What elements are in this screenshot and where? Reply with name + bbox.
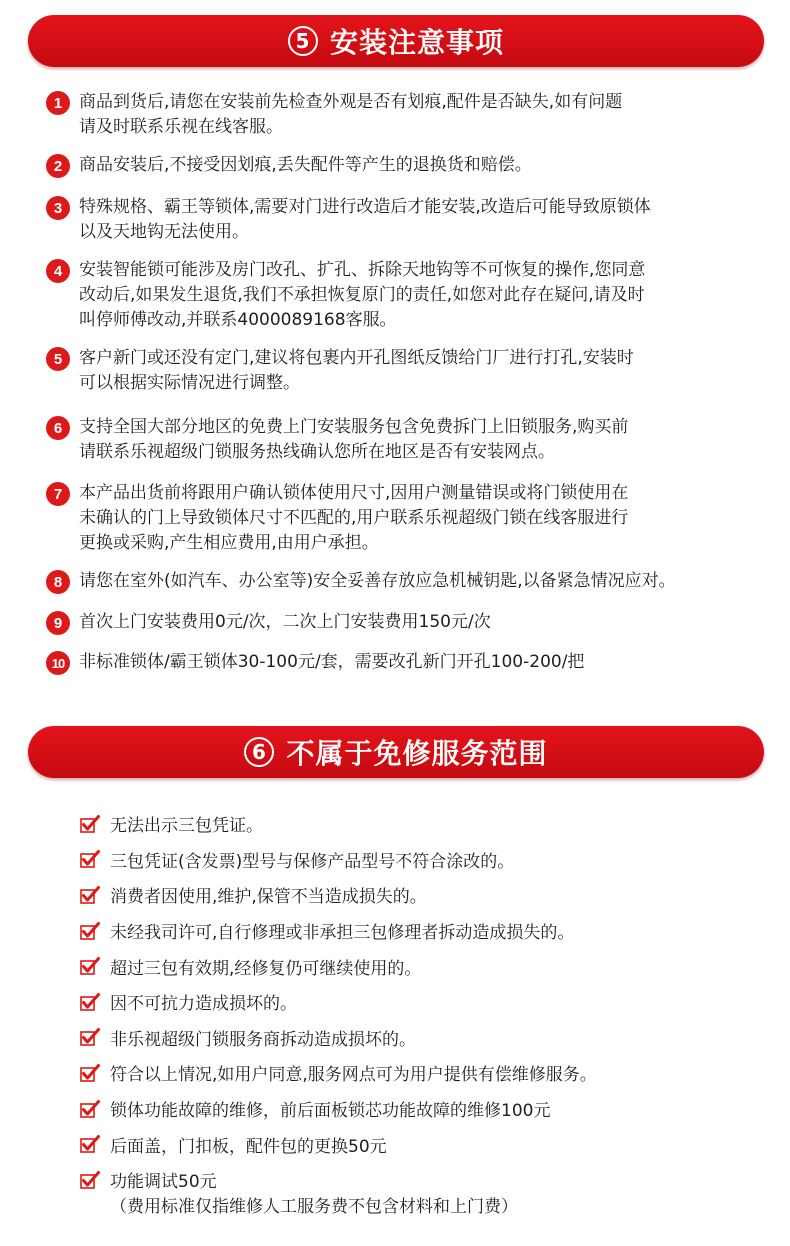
exclusion-text: 后面盖，门扣板，配件包的更换50元 bbox=[110, 1136, 387, 1157]
notice-text: 首次上门安装费用0元/次，二次上门安装费用150元/次 bbox=[79, 612, 491, 632]
notice-number-badge: 1 bbox=[46, 91, 70, 115]
exclusion-text: 功能调试50元 bbox=[110, 1172, 217, 1193]
notice-number-badge: 2 bbox=[46, 154, 70, 178]
exclusion-text: 非乐视超级门锁服务商拆动造成损坏的。 bbox=[110, 1029, 416, 1050]
notice-item bbox=[46, 569, 774, 594]
exclusion-item bbox=[80, 1126, 770, 1162]
checkmark-icon bbox=[80, 1063, 100, 1083]
notice-number-badge: 10 bbox=[46, 651, 70, 675]
notice-number-badge: 4 bbox=[46, 259, 70, 283]
exclusion-text: 消费者因使用,维护,保管不当造成损失的。 bbox=[110, 887, 427, 908]
notice-item bbox=[46, 650, 774, 675]
notice-text: 请您在室外(如汽车、办公室等)安全妥善存放应急机械钥匙,以备紧急情况应对。 bbox=[79, 571, 676, 591]
notice-number-badge: 8 bbox=[46, 570, 70, 594]
checkmark-icon bbox=[80, 849, 100, 869]
notice-number-badge: 3 bbox=[46, 196, 70, 220]
exclusion-text: 符合以上情况,如用户同意,服务网点可为用户提供有偿维修服务。 bbox=[110, 1065, 597, 1086]
exclusion-item bbox=[80, 984, 770, 1020]
notice-text: 商品到货后,请您在安装前先检查外观是否有划痕,配件是否缺失,如有问题 请及时联系乐视在线客服。 bbox=[79, 92, 623, 137]
notice-number-badge: 9 bbox=[46, 611, 70, 635]
notice-item bbox=[46, 415, 774, 465]
notice-text: 非标准锁体/霸王锁体30-100元/套，需要改孔新门开孔100-200/把 bbox=[79, 652, 585, 672]
notice-number-badge: 5 bbox=[46, 347, 70, 371]
exclusion-text: 锁体功能故障的维修，前后面板锁芯功能故障的维修100元 bbox=[110, 1101, 551, 1122]
notice-number-badge: 7 bbox=[46, 482, 70, 506]
notice-item bbox=[46, 153, 774, 178]
fee-footnote: （费用标准仅指维修人工服务费不包含材料和上门费） bbox=[110, 1197, 518, 1217]
checkmark-icon bbox=[80, 992, 100, 1012]
checkmark-icon bbox=[80, 1027, 100, 1047]
exclusion-item bbox=[80, 1020, 770, 1056]
checkmark-icon bbox=[80, 1170, 100, 1190]
checkmark-icon bbox=[80, 814, 100, 834]
notice-item bbox=[46, 346, 774, 396]
notice-text: 安装智能锁可能涉及房门改孔、扩孔、拆除天地钩等不可恢复的操作,您同意 改动后,如果发生退货,我们不承担恢复原门的责任,如您对此存在疑问,请及时 叫停师傅改动,并联系4000089168客服。 bbox=[79, 260, 646, 330]
section-5-banner bbox=[28, 15, 764, 67]
notice-number-badge: 6 bbox=[46, 416, 70, 440]
notice-text: 支持全国大部分地区的免费上门安装服务包含免费拆门上旧锁服务,购买前 请联系乐视超级门锁服务热线确认您所在地区是否有安装网点。 bbox=[79, 417, 629, 462]
exclusion-text: 无法出示三包凭证。 bbox=[110, 816, 263, 837]
exclusion-item bbox=[80, 948, 770, 984]
exclusion-item bbox=[80, 1091, 770, 1127]
notice-item bbox=[46, 610, 774, 635]
checkmark-icon bbox=[80, 956, 100, 976]
section-6-banner bbox=[28, 726, 764, 778]
exclusion-text: 未经我司许可,自行修理或非承担三包修理者拆动造成损失的。 bbox=[110, 923, 575, 944]
checkmark-icon bbox=[80, 921, 100, 941]
notice-item bbox=[46, 90, 774, 140]
exclusion-text: 因不可抗力造成损坏的。 bbox=[110, 994, 297, 1015]
exclusion-item bbox=[80, 877, 770, 913]
checkmark-icon bbox=[80, 1134, 100, 1154]
notice-item bbox=[46, 481, 774, 556]
notice-item bbox=[46, 195, 774, 245]
exclusion-item bbox=[80, 806, 770, 842]
section-6-title: 不属于免修服务范围 bbox=[286, 737, 548, 770]
exclusion-list bbox=[80, 806, 770, 1198]
notice-item bbox=[46, 258, 774, 333]
exclusion-item bbox=[80, 842, 770, 878]
exclusion-item bbox=[80, 913, 770, 949]
checkmark-icon bbox=[80, 885, 100, 905]
section-5-badge: 5 bbox=[288, 26, 318, 56]
notice-text: 客户新门或还没有定门,建议将包裹内开孔图纸反馈给门厂进行打孔,安装时 可以根据实际情况进行调整。 bbox=[79, 348, 634, 393]
exclusion-text: 三包凭证(含发票)型号与保修产品型号不符合涂改的。 bbox=[110, 851, 515, 872]
notice-text: 商品安装后,不接受因划痕,丢失配件等产生的退换货和赔偿。 bbox=[79, 155, 532, 175]
notice-text: 本产品出货前将跟用户确认锁体使用尺寸,因用户测量错误或将门锁使用在 未确认的门上导致锁体尺寸不匹配的,用户联系乐视超级门锁在线客服进行 更换或采购,产生相应费用,由用户承担。 bbox=[79, 483, 629, 553]
checkmark-icon bbox=[80, 1099, 100, 1119]
notice-text: 特殊规格、霸王等锁体,需要对门进行改造后才能安装,改造后可能导致原锁体 以及天地钩无法使用。 bbox=[79, 197, 651, 242]
exclusion-item bbox=[80, 1055, 770, 1091]
section-6-badge: 6 bbox=[244, 737, 274, 767]
section-5-title: 安装注意事项 bbox=[329, 26, 504, 59]
exclusion-text: 超过三包有效期,经修复仍可继续使用的。 bbox=[110, 958, 422, 979]
